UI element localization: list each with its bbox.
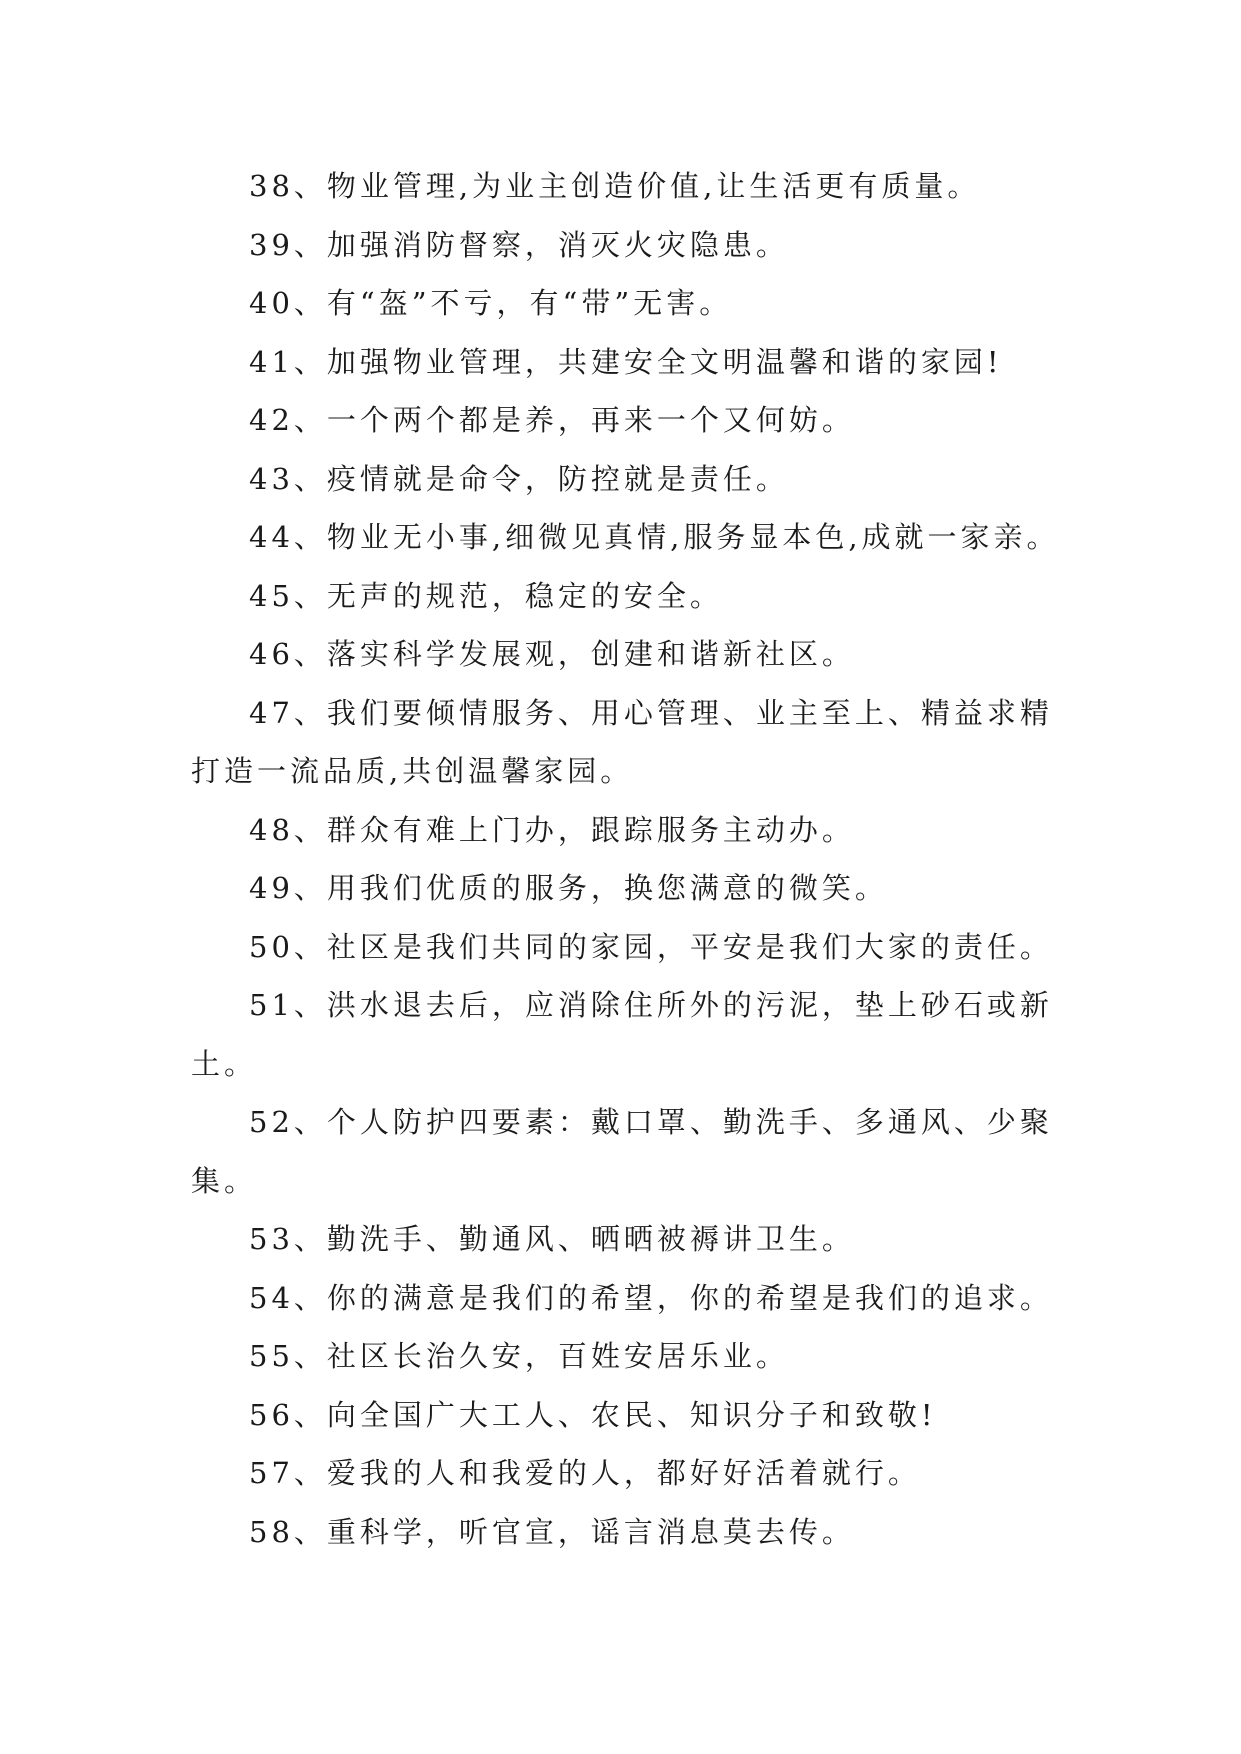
list-item: 41、加强物业管理，共建安全文明温馨和谐的家园! (249, 344, 1003, 379)
list-item: 53、勤洗手、勤通风、晒晒被褥讲卫生。 (249, 1222, 855, 1256)
list-item: 39、加强消防督察，消灭火灾隐患。 (249, 227, 789, 262)
list-item: 46、落实科学发展观，创建和谐新社区。 (249, 637, 855, 671)
list-item: 56、向全国广大工人、农民、知识分子和致敬! (249, 1397, 937, 1432)
list-item: 40、有“盔”不亏，有“带”无害。 (249, 286, 733, 320)
list-item: 44、物业无小事,细微见真情,服务显本色,成就一家亲。 (249, 520, 1060, 554)
document-body (191, 157, 1071, 1561)
list-item: 52、个人防护四要素：戴口罩、勤洗手、多通风、少聚集。 (191, 1105, 1053, 1198)
list-item: 58、重科学，听官宣，谣言消息莫去传。 (249, 1514, 855, 1549)
list-item: 38、物业管理,为业主创造价值,让生活更有质量。 (249, 169, 981, 203)
list-item: 50、社区是我们共同的家园，平安是我们大家的责任。 (249, 929, 1053, 964)
list-item: 57、爱我的人和我爱的人，都好好活着就行。 (249, 1456, 921, 1490)
list-item: 54、你的满意是我们的希望，你的希望是我们的追求。 (249, 1280, 1053, 1315)
list-item: 47、我们要倾情服务、用心管理、业主至上、精益求精打造一流品质,共创温馨家园。 (191, 695, 1053, 788)
list-item: 55、社区长治久安，百姓安居乐业。 (249, 1339, 789, 1373)
list-item: 48、群众有难上门办，跟踪服务主动办。 (249, 812, 855, 847)
list-item: 42、一个两个都是养，再来一个又何妨。 (249, 403, 855, 437)
list-item: 45、无声的规范，稳定的安全。 (249, 578, 723, 613)
list-item: 51、洪水退去后，应消除住所外的污泥，垫上砂石或新土。 (191, 988, 1053, 1081)
list-item: 43、疫情就是命令，防控就是责任。 (249, 461, 789, 496)
list-item: 49、用我们优质的服务，换您满意的微笑。 (249, 871, 888, 905)
